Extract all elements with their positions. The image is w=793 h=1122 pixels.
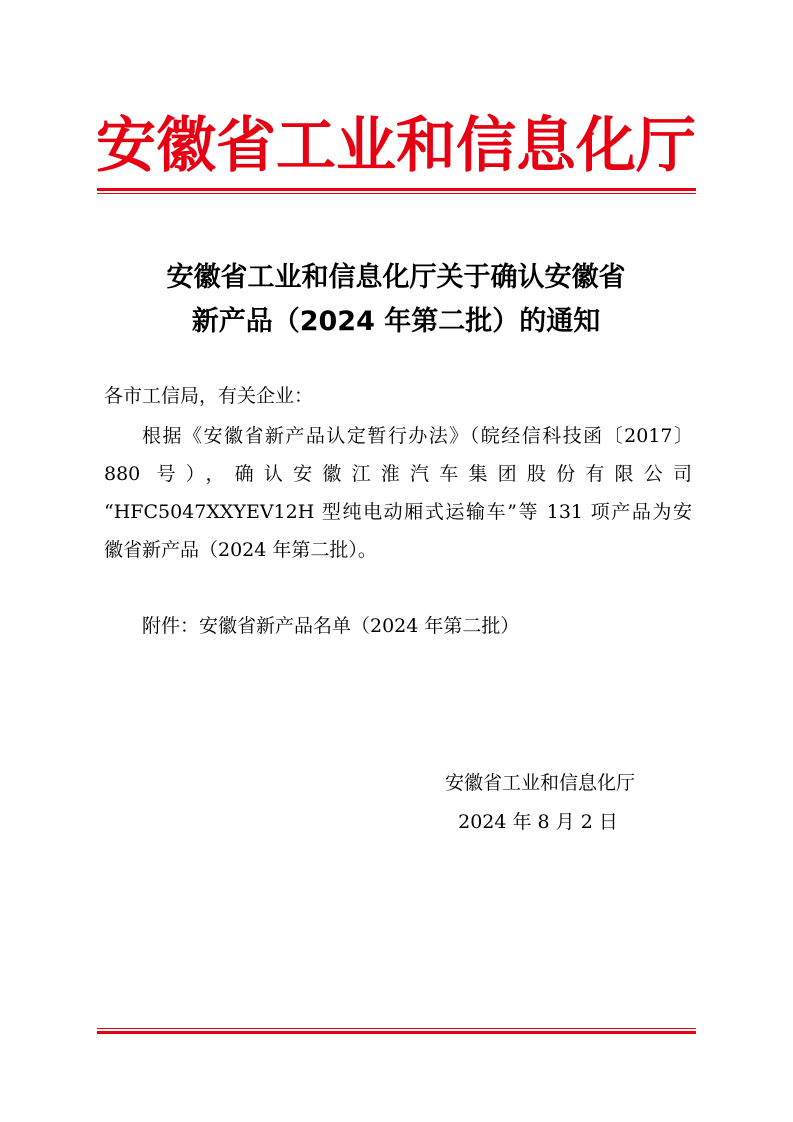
- salutation: 各市工信局，有关企业：: [104, 385, 314, 407]
- letterhead-org-name: 安徽省工业和信息化厅: [96, 111, 696, 181]
- footer-rule: [97, 1028, 696, 1034]
- body-line-1: 根据《安徽省新产品认定暂行办法》（皖经信科技函〔2017〕: [142, 425, 693, 447]
- letterhead-separator-rule: [97, 188, 696, 194]
- document-title-line-1: 安徽省工业和信息化厅关于确认安徽省: [166, 262, 626, 293]
- attachment-note: 附件：安徽省新产品名单（2024 年第二批）: [142, 615, 520, 637]
- document-title-line-2: 新产品（2024 年第二批）的通知: [191, 306, 601, 337]
- body-line-3: “HFC5047XXYEV12H 型纯电动厢式运输车”等 131 项产品为安: [104, 501, 692, 523]
- rule-thin-line: [97, 193, 696, 194]
- rule-thick-line: [97, 1031, 696, 1034]
- body-line-4: 徽省新产品（2024 年第二批）。: [104, 539, 377, 561]
- signer-organization: 安徽省工业和信息化厅: [444, 772, 635, 794]
- rule-thin-line: [97, 1028, 696, 1029]
- rule-thick-line: [97, 188, 696, 191]
- body-line-2: 880 号），确认安徽江淮汽车集团股份有限公司: [104, 463, 692, 485]
- signing-date: 2024 年 8 月 2 日: [458, 811, 618, 833]
